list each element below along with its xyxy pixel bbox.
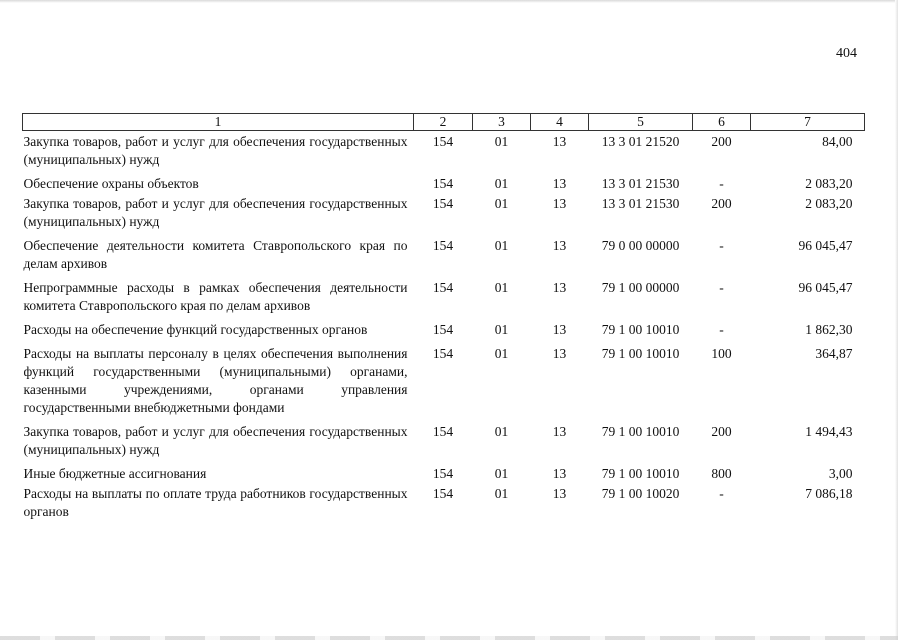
- header-row: [23, 114, 865, 131]
- row-name: Расходы на обеспечение функций государственных органов: [23, 322, 368, 337]
- row-csr: 13 3 01 21530: [601, 196, 680, 211]
- row-sum: 2 083,20: [805, 176, 853, 191]
- row-pr: 13: [552, 486, 567, 501]
- row-csr: 79 1 00 10010: [601, 346, 680, 361]
- row-sum: 1 494,43: [805, 424, 853, 439]
- row-csr: 79 1 00 10010: [601, 424, 680, 439]
- row-csr: 79 0 00 00000: [601, 238, 680, 253]
- row-name: Закупка товаров, работ и услуг для обеспечения государственных (муниципальных) нужд: [23, 134, 408, 167]
- row-pr: 13: [552, 322, 567, 337]
- row-name: Непрограммные расходы в рамках обеспечения деятельности комитета Ставропольского края по делам архивов: [23, 280, 408, 313]
- table-row: [23, 131, 865, 170]
- row-vr: 200: [711, 424, 732, 439]
- table-row: [23, 339, 865, 417]
- header-col-1: 1: [23, 114, 414, 131]
- row-vr: -: [719, 280, 724, 295]
- row-csr: 79 1 00 00000: [601, 280, 680, 295]
- row-pr: 13: [552, 346, 567, 361]
- table-row: [23, 483, 865, 521]
- row-ved: 154: [432, 466, 454, 481]
- header-col-6: 6: [693, 114, 751, 131]
- row-vr: 200: [711, 196, 732, 211]
- table-row: [23, 231, 865, 273]
- row-pr: 13: [552, 280, 567, 295]
- row-pr: 13: [552, 238, 567, 253]
- budget-table: [22, 113, 865, 521]
- row-vr: -: [719, 486, 724, 501]
- row-sum: 3,00: [828, 466, 853, 481]
- row-rz: 01: [494, 466, 509, 481]
- row-csr: 13 3 01 21530: [601, 176, 680, 191]
- row-rz: 01: [494, 486, 509, 501]
- row-name: Обеспечение деятельности комитета Ставропольского края по делам архивов: [23, 238, 408, 271]
- row-ved: 154: [432, 176, 454, 191]
- scan-edge-top: [0, 0, 898, 3]
- table-row: [23, 169, 865, 193]
- row-sum: 96 045,47: [798, 280, 853, 295]
- row-csr: 79 1 00 10020: [601, 486, 680, 501]
- row-rz: 01: [494, 346, 509, 361]
- row-name: Иные бюджетные ассигнования: [23, 466, 207, 481]
- header-col-4: 4: [531, 114, 589, 131]
- row-name: Расходы на выплаты персоналу в целях обеспечения выполнения функций государственными (муниципальными) органами, казенными учреждениями, органами управления государственными внебюджетными фондами: [23, 346, 408, 415]
- row-vr: 100: [711, 346, 732, 361]
- table-row: [23, 459, 865, 483]
- header-col-7: 7: [751, 114, 865, 131]
- row-rz: 01: [494, 424, 509, 439]
- row-sum: 84,00: [822, 134, 853, 149]
- row-name: Закупка товаров, работ и услуг для обеспечения государственных (муниципальных) нужд: [23, 424, 408, 457]
- row-rz: 01: [494, 176, 509, 191]
- row-vr: -: [719, 322, 724, 337]
- table-row: [23, 315, 865, 339]
- row-rz: 01: [494, 196, 509, 211]
- row-ved: 154: [432, 424, 454, 439]
- row-ved: 154: [432, 346, 454, 361]
- row-ved: 154: [432, 486, 454, 501]
- row-pr: 13: [552, 196, 567, 211]
- row-vr: 800: [711, 466, 732, 481]
- page-number: 404: [836, 46, 857, 61]
- table-header: [23, 114, 865, 131]
- table-row: [23, 273, 865, 315]
- row-ved: 154: [432, 280, 454, 295]
- row-name: Закупка товаров, работ и услуг для обеспечения государственных (муниципальных) нужд: [23, 196, 408, 229]
- row-sum: 96 045,47: [798, 238, 853, 253]
- row-csr: 79 1 00 10010: [601, 322, 680, 337]
- row-sum: 7 086,18: [805, 486, 853, 501]
- row-csr: 13 3 01 21520: [601, 134, 680, 149]
- row-csr: 79 1 00 10010: [601, 466, 680, 481]
- row-pr: 13: [552, 176, 567, 191]
- table-row: [23, 417, 865, 459]
- row-sum: 1 862,30: [805, 322, 853, 337]
- table-body: [23, 131, 865, 522]
- row-vr: -: [719, 176, 724, 191]
- row-pr: 13: [552, 134, 567, 149]
- table-row: [23, 193, 865, 231]
- row-vr: -: [719, 238, 724, 253]
- row-rz: 01: [494, 280, 509, 295]
- scan-edge-bottom: [0, 636, 898, 640]
- row-name: Обеспечение охраны объектов: [23, 176, 199, 191]
- row-ved: 154: [432, 196, 454, 211]
- row-sum: 364,87: [815, 346, 853, 361]
- header-col-2: 2: [414, 114, 473, 131]
- row-ved: 154: [432, 238, 454, 253]
- row-rz: 01: [494, 238, 509, 253]
- header-col-5: 5: [589, 114, 693, 131]
- row-pr: 13: [552, 424, 567, 439]
- row-vr: 200: [711, 134, 732, 149]
- row-ved: 154: [432, 322, 454, 337]
- row-rz: 01: [494, 134, 509, 149]
- row-ved: 154: [432, 134, 454, 149]
- row-name: Расходы на выплаты по оплате труда работников государственных органов: [23, 486, 408, 519]
- row-sum: 2 083,20: [805, 196, 853, 211]
- row-pr: 13: [552, 466, 567, 481]
- header-col-3: 3: [473, 114, 531, 131]
- row-rz: 01: [494, 322, 509, 337]
